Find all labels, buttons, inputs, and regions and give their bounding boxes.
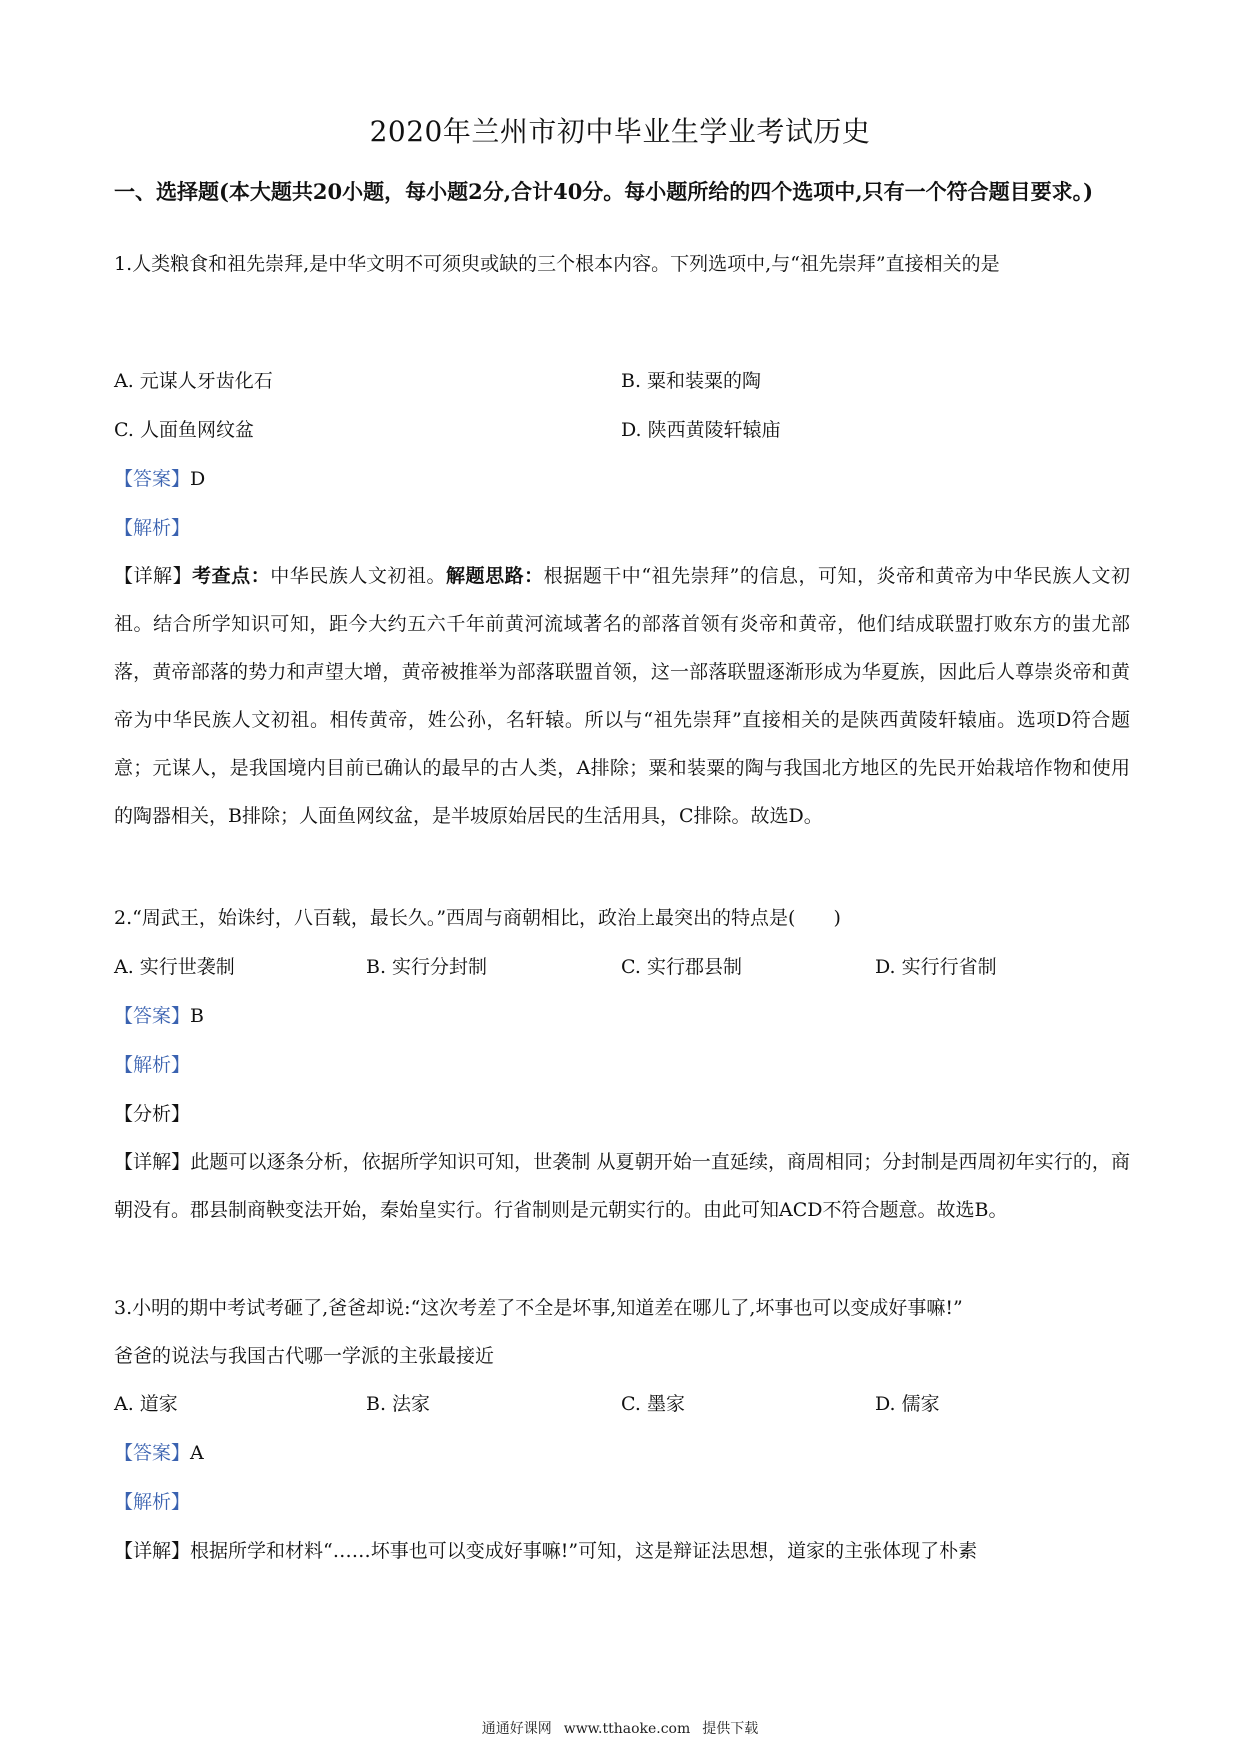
- q3-option-b: B. 法家: [366, 1393, 431, 1415]
- q2-detail: [114, 1138, 1130, 1234]
- kp-label: 考查点：: [192, 565, 271, 587]
- answer-label: 【答案】: [114, 1442, 191, 1464]
- q1-option-a: A. 元谋人牙齿化石: [114, 370, 273, 392]
- detail-label: 【详解】: [114, 1151, 191, 1173]
- q2-option-b: B. 实行分封制: [366, 956, 488, 978]
- q3-detail: [114, 1536, 1130, 1566]
- q1-analysis: [114, 513, 190, 543]
- section-heading: 一、选择题(本大题共20小题，每小题2分,合计40分。每小题所给的四个选项中,只有一个符合题目要求。): [114, 179, 1094, 204]
- q3-analysis: [114, 1487, 190, 1517]
- analysis-label: 【解析】: [114, 1491, 191, 1513]
- detail-text: 根据所学和材料“……坏事也可以变成好事嘛!”可知，这是辩证法思想，道家的主张体现了朴素: [190, 1540, 978, 1562]
- question-1-stem: 1.人类粮食和祖先崇拜,是中华文明不可须臾或缺的三个根本内容。下列选项中,与“祖先崇拜”直接相关的是: [114, 253, 1000, 275]
- q2-option-d: D. 实行行省制: [875, 956, 997, 978]
- fenxi-label: 【分析】: [114, 1103, 191, 1125]
- analysis-label: 【解析】: [114, 517, 191, 539]
- q2-fenxi: [114, 1099, 190, 1129]
- q3-option-a: A. 道家: [114, 1393, 178, 1415]
- question-3-stem-line1: 3.小明的期中考试考砸了,爸爸却说:“这次考差了不全是坏事,知道差在哪儿了,坏事也可以变成好事嘛!”: [114, 1297, 963, 1319]
- analysis-label: 【解析】: [114, 1054, 191, 1076]
- idea-label: 解题思路：: [446, 565, 544, 587]
- answer-value: D: [190, 468, 206, 490]
- q2-option-c: C. 实行郡县制: [621, 956, 742, 978]
- answer-value: B: [190, 1005, 204, 1027]
- q2-analysis: [114, 1050, 190, 1080]
- detail-label: 【详解】: [114, 1540, 191, 1562]
- footer-url[interactable]: www.tthaoke.com: [563, 1721, 691, 1737]
- footer-suffix: 提供下载: [702, 1721, 759, 1737]
- q1-answer: [114, 464, 205, 494]
- footer-site-name: 通通好课网: [481, 1721, 552, 1737]
- q3-answer: [114, 1438, 204, 1468]
- answer-label: 【答案】: [114, 1005, 191, 1027]
- q3-option-d: D. 儒家: [875, 1393, 940, 1415]
- q1-option-d: D. 陕西黄陵轩辕庙: [621, 419, 781, 441]
- q2-option-a: A. 实行世袭制: [114, 956, 235, 978]
- question-3-stem-line2: 爸爸的说法与我国古代哪一学派的主张最接近: [114, 1345, 495, 1367]
- q3-option-c: C. 墨家: [621, 1393, 685, 1415]
- q2-answer: [114, 1001, 204, 1031]
- kp-text: 中华民族人文初祖。: [270, 565, 447, 587]
- question-2-stem: 2.“周武王，始诛纣，八百载，最长久。”西周与商朝相比，政治上最突出的特点是( ): [114, 907, 841, 929]
- answer-value: A: [190, 1442, 204, 1464]
- detail-text: 此题可以逐条分析，依据所学知识可知，世袭制 从夏朝开始一直延续，商周相同；分封制是西周初年实行的，商朝没有。郡县制商鞅变法开始，秦始皇实行。行省制则是元朝实行的。由此可知ACD不符合题意。故选B。: [114, 1151, 1130, 1221]
- page-title: 2020年兰州市初中毕业生学业考试历史: [369, 115, 871, 148]
- q1-option-c: C. 人面鱼网纹盆: [114, 419, 254, 441]
- answer-label: 【答案】: [114, 468, 191, 490]
- detail-text: 根据题干中“祖先崇拜”的信息，可知，炎帝和黄帝为中华民族人文初祖。结合所学知识可知，距今大约五六千年前黄河流域著名的部落首领有炎帝和黄帝，他们结成联盟打败东方的蚩尤部落，黄帝部落的势力和声望大增，黄帝被推举为部落联盟首领，这一部落联盟逐渐形成为华夏族，因此后人尊崇炎帝和黄帝为中华民族人文初祖。相传黄帝，姓公孙，名轩辕。所以与“祖先崇拜”直接相关的是陕西黄陵轩辕庙。选项D符合题意；元谋人，是我国境内目前已确认的最早的古人类，A排除；粟和装粟的陶与我国北方地区的先民开始栽培作物和使用的陶器相关，B排除；人面鱼网纹盆，是半坡原始居民的生活用具，C排除。故选D。: [114, 565, 1130, 827]
- q1-detail: [114, 552, 1130, 840]
- page-footer: [0, 1718, 1240, 1738]
- q1-option-b: B. 粟和装粟的陶: [621, 370, 762, 392]
- detail-label: 【详解】: [114, 565, 193, 587]
